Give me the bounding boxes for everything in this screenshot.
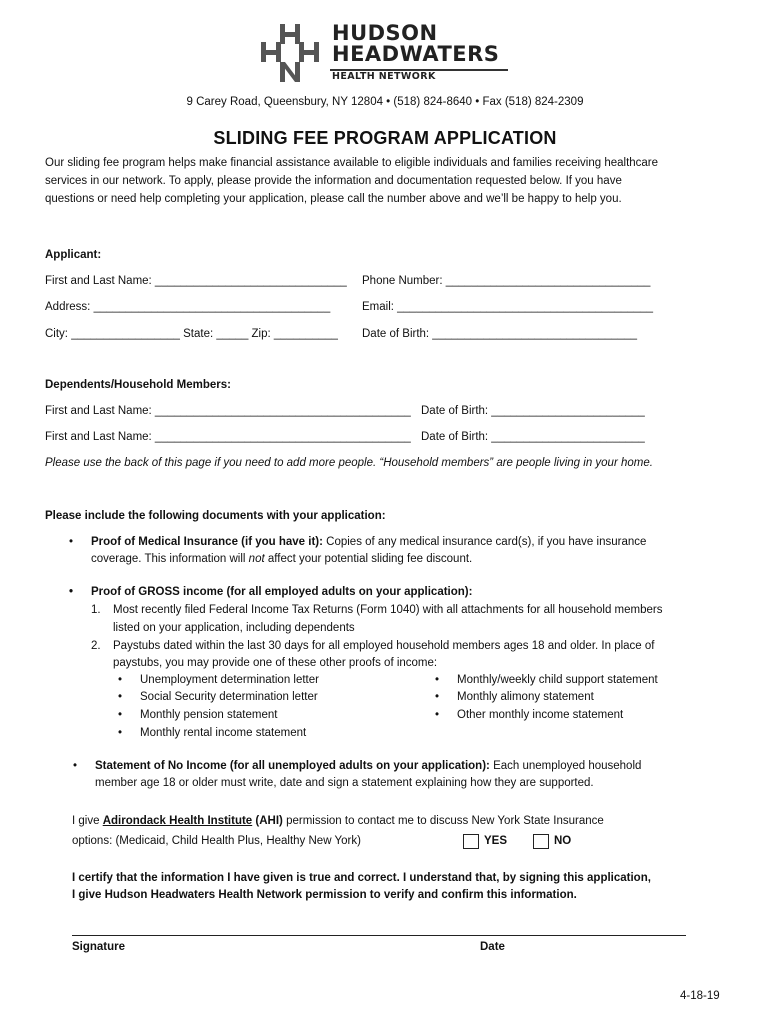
hhn-logo-mark-icon (258, 22, 328, 84)
documents-heading: Please include the following documents with your application: (45, 510, 386, 522)
item2-line-1: Paystubs dated within the last 30 days for all employed household members ages 18 and older. In place of (113, 640, 655, 652)
insurance-proof-title: Proof of Medical Insurance (if you have it): (91, 536, 323, 548)
intro-line-3: questions or need help completing your application, please call the number above and we’ll be happy to help you. (45, 193, 622, 205)
proof-right-3: • Other monthly income statement (457, 709, 623, 721)
yes-checkbox[interactable] (463, 834, 479, 849)
permission-line-2: options: (Medicaid, Child Health Plus, Healthy New York) (72, 835, 361, 847)
yes-label: YES (484, 835, 508, 847)
page-title: SLIDING FEE PROGRAM APPLICATION (213, 128, 557, 148)
no-income-text: Each unemployed household (489, 760, 642, 772)
dependent-2-name-field[interactable]: First and Last Name: ________________________________________ (45, 431, 411, 443)
permission-line-1 (72, 815, 604, 827)
no-income-title: Statement of No Income (for all unemployed adults on your application): (95, 760, 490, 772)
no-checkbox[interactable] (533, 834, 549, 849)
certify-line-1: I certify that the information I have given is true and correct. I understand that, by signing this application, (72, 872, 651, 884)
ahi-name: Adirondack Health Institute (102, 815, 253, 827)
revision-date: 4-18-19 (680, 990, 720, 1002)
proof-right-1: • Monthly/weekly child support statement (457, 674, 658, 686)
certify-line-2: I give Hudson Headwaters Health Network permission to verify and confirm this information. (72, 889, 577, 901)
proof-left-4: • Monthly rental income statement (140, 727, 306, 739)
item2-number: 2. (91, 640, 101, 652)
intro-line-1: Our sliding fee program helps make financial assistance available to eligible individuals and families receiving healthcare (45, 157, 659, 169)
applicant-name-field[interactable]: First and Last Name: ______________________________ (45, 275, 347, 287)
no-income-item (95, 760, 641, 772)
proof-left-3: • Monthly pension statement (140, 709, 277, 721)
applicant-phone-field[interactable]: Phone Number: ________________________________ (362, 275, 651, 287)
dependents-heading: Dependents/Household Members: (45, 379, 231, 391)
intro-line-2: services in our network. To apply, please provide the information and documentation requested below. If you have (45, 175, 622, 187)
item1-number: 1. (91, 604, 101, 616)
gross-income-title: • Proof of GROSS income (for all employed adults on your application): (91, 586, 472, 598)
applicant-heading: Applicant: (45, 249, 102, 261)
applicant-city-state-zip-field[interactable]: City: _________________ State: _____ Zip: __________ (45, 328, 338, 340)
ahi-abbr: (AHI) (252, 815, 283, 827)
no-label: NO (554, 835, 572, 847)
logo-line-health-network: HEALTH NETWORK (332, 71, 436, 82)
dependent-2-dob-field[interactable]: Date of Birth: ________________________ (421, 431, 645, 443)
hudson-headwaters-logo (258, 22, 510, 84)
item1-line-1: Most recently filed Federal Income Tax Returns (Form 1040) with all attachments for all household members (113, 604, 663, 616)
applicant-dob-field[interactable]: Date of Birth: ________________________________ (362, 328, 637, 340)
insurance-line2-text-a: coverage. This information will (91, 553, 249, 565)
signature-line[interactable] (72, 935, 686, 936)
item1-line-2: listed on your application, including dependents (113, 622, 355, 634)
insurance-line2-text-b: affect your potential sliding fee discount. (264, 553, 473, 565)
organization-contact-line: 9 Carey Road, Queensbury, NY 12804 • (518) 824-8640 • Fax (518) 824-2309 (186, 96, 584, 108)
dependents-note: Please use the back of this page if you need to add more people. “Household members” are people living in your home. (45, 457, 653, 469)
proof-left-2: • Social Security determination letter (140, 691, 318, 703)
applicant-email-field[interactable]: Email: ________________________________________ (362, 301, 653, 313)
no-income-line-2: member age 18 or older must write, date and sign a statement explaining how they are supported. (95, 777, 594, 789)
proof-right-2: • Monthly alimony statement (457, 691, 594, 703)
permission-text-a: I give (72, 815, 103, 827)
signature-label: Signature (72, 941, 126, 953)
insurance-proof-item (91, 536, 646, 548)
dependent-1-name-field[interactable]: First and Last Name: ________________________________________ (45, 405, 411, 417)
logo-line-hudson: HUDSON (332, 21, 438, 45)
insurance-line2-emphasis: not (248, 553, 265, 565)
item2-line-2: paystubs, you may provide one of these other proofs of income: (113, 657, 438, 669)
proof-left-1: • Unemployment determination letter (140, 674, 319, 686)
gross-income-item (91, 586, 472, 598)
insurance-proof-line-2 (91, 553, 472, 565)
logo-line-headwaters: HEADWATERS (332, 42, 500, 66)
insurance-proof-text: Copies of any medical insurance card(s), if you have insurance (322, 536, 647, 548)
dependent-1-dob-field[interactable]: Date of Birth: ________________________ (421, 405, 645, 417)
logo-divider (330, 69, 508, 71)
date-label: Date (480, 941, 505, 953)
permission-text-b: permission to contact me to discuss New York State Insurance (282, 815, 604, 827)
applicant-address-field[interactable]: Address: _____________________________________ (45, 301, 331, 313)
